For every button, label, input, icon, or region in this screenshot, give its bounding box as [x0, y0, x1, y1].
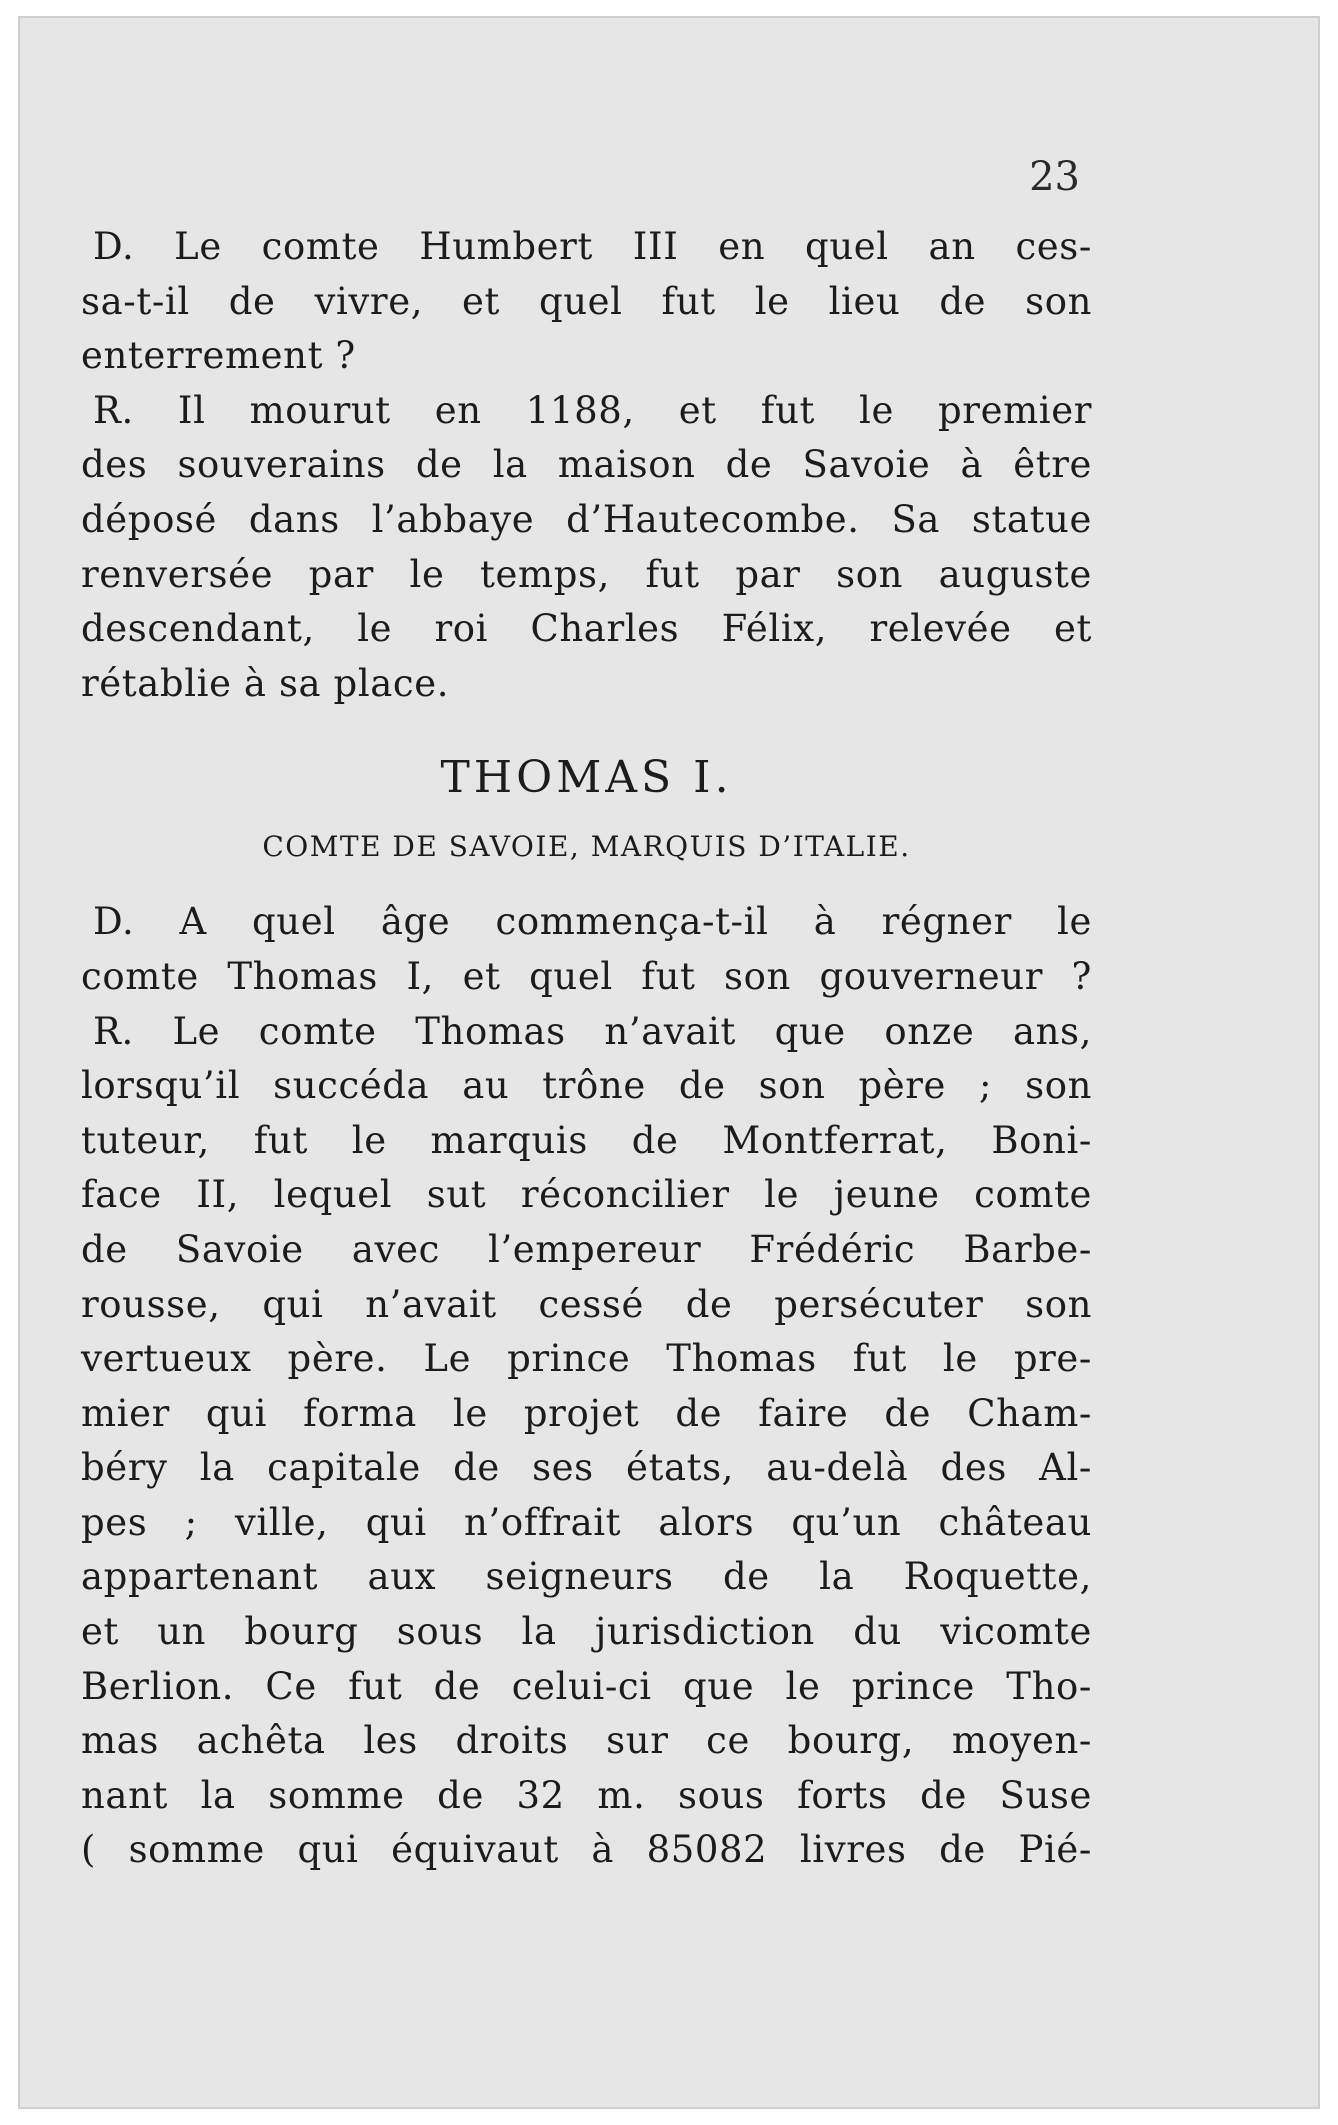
text-line: mas achêta les droits sur ce bourg, moyen-	[81, 1719, 1092, 1763]
book-page	[18, 16, 1320, 2109]
question-thomas-age	[81, 895, 1092, 1004]
text-line: rousse, qui n’avait cessé de persécuter son	[81, 1282, 1092, 1326]
section-title: THOMAS I.	[440, 752, 733, 804]
text-line: béry la capitale de ses états, au-delà des Al-	[81, 1446, 1092, 1490]
answer-thomas-age	[81, 1005, 1092, 1879]
text-line: des souverains de la maison de Savoie à être	[81, 443, 1092, 487]
text-line: et un bourg sous la jurisdiction du vicomte	[81, 1610, 1092, 1654]
text-line: Berlion. Ce fut de celui-ci que le prince Tho-	[81, 1664, 1092, 1708]
text-line: R. Le comte Thomas n’avait que onze ans,	[93, 1009, 1092, 1053]
text-line: sa-t-il de vivre, et quel fut le lieu de son	[81, 279, 1092, 323]
page-number: 23	[1029, 154, 1080, 200]
text-line: renversée par le temps, fut par son auguste	[81, 552, 1092, 596]
text-line: déposé dans l’abbaye d’Hautecombe. Sa statue	[81, 497, 1092, 541]
answer-humbert-death	[81, 384, 1092, 712]
text-line: de Savoie avec l’empereur Frédéric Barbe-	[81, 1227, 1092, 1271]
text-line: nant la somme de 32 m. sous forts de Suse	[81, 1773, 1092, 1817]
text-line: comte Thomas I, et quel fut son gouverneur ?	[81, 954, 1092, 998]
text-line: lorsqu’il succéda au trône de son père ; son	[81, 1064, 1092, 1108]
page-body	[81, 220, 1092, 1878]
text-line: ( somme qui équivaut à 85082 livres de Pié-	[81, 1828, 1092, 1872]
text-line: D. A quel âge commença-t-il à régner le	[93, 900, 1092, 944]
text-line: mier qui forma le projet de faire de Cham-	[81, 1391, 1092, 1435]
question-humbert-death	[81, 220, 1092, 384]
text-line: tuteur, fut le marquis de Montferrat, Boni-	[81, 1118, 1092, 1162]
text-line: D. Le comte Humbert III en quel an ces-	[93, 225, 1092, 268]
section-subtitle: COMTE DE SAVOIE, MARQUIS D’ITALIE.	[262, 830, 911, 864]
text-line: rétablie à sa place.	[81, 661, 450, 705]
text-line: enterrement ?	[81, 334, 356, 378]
text-line: R. Il mourut en 1188, et fut le premier	[93, 388, 1092, 432]
text-line: appartenant aux seigneurs de la Roquette,	[81, 1555, 1092, 1599]
text-line: descendant, le roi Charles Félix, relevée et	[81, 607, 1092, 651]
text-line: face II, lequel sut réconcilier le jeune comte	[81, 1173, 1092, 1217]
text-line: pes ; ville, qui n’offrait alors qu’un château	[81, 1500, 1092, 1544]
text-line: vertueux père. Le prince Thomas fut le pre-	[81, 1337, 1092, 1381]
